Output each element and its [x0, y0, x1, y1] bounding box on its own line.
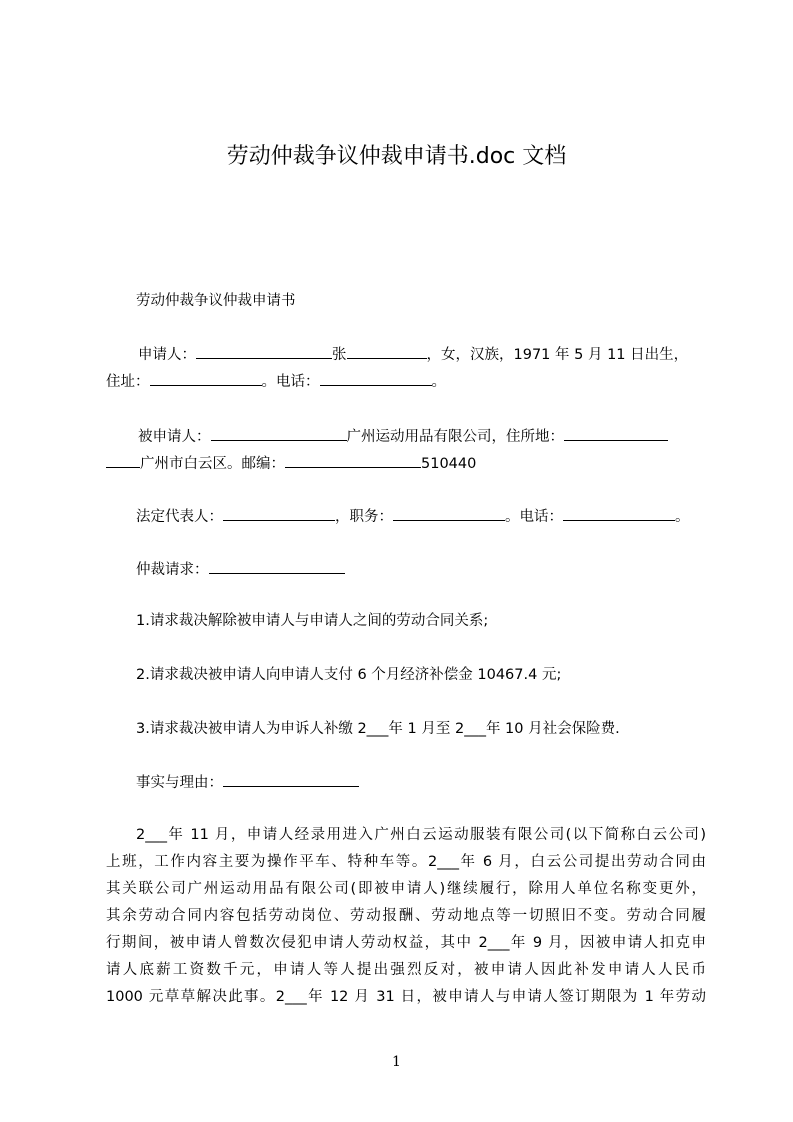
- claim-item: 3.请求裁决被申请人为申诉人补缴 2___年 1 月至 2___年 10 月社会保险费.: [136, 721, 620, 737]
- respondent-city: 广州市白云区。邮编：: [140, 456, 285, 472]
- city-blank: [106, 452, 140, 468]
- position-blank: [393, 505, 505, 521]
- facts-text-line: 其余劳动合同内容包括劳动岗位、劳动报酬、劳动地点等一切照旧不变。劳动合同履: [106, 908, 706, 924]
- facts-text-line: 请人底薪工资数千元，申请人等人提出强烈反对，被申请人因此补发申请人人民币: [106, 962, 706, 978]
- facts-text-line: 行期间，被申请人曾数次侵犯申请人劳动权益，其中 2___年 9 月，因被申请人扣克申: [106, 935, 706, 951]
- legal-rep-line: [136, 505, 690, 528]
- applicant-line: [138, 343, 688, 366]
- respondent-line: [138, 425, 668, 448]
- applicant-phone-blank: [320, 370, 432, 386]
- facts-text-line: 1000 元草草解决此事。2___年 12 月 31 日，被申请人与申请人签订期限为 1 年劳动: [106, 989, 706, 1005]
- applicant-name: 张: [332, 347, 347, 363]
- address-label: 住址：: [106, 374, 150, 390]
- applicant-address-line: [106, 370, 446, 393]
- facts-text-line: 其关联公司广州运动用品有限公司(即被申请人)继续履行，除用人单位名称变更外，: [106, 881, 706, 897]
- facts-heading: [136, 771, 359, 794]
- respondent-address-blank: [564, 425, 668, 441]
- legal-rep-phone-label: 。电话：: [505, 509, 563, 525]
- legal-rep-phone-blank: [563, 505, 675, 521]
- document-title: 劳动仲裁争议仲裁申请书.doc 文档: [226, 144, 567, 169]
- claims-label: 仲裁请求：: [136, 562, 209, 578]
- applicant-blank: [196, 343, 332, 359]
- respondent-blank: [211, 425, 347, 441]
- respondent-label: 被申请人：: [138, 429, 211, 445]
- legal-rep-position-label: ，职务：: [335, 509, 393, 525]
- respondent-postcode: 510440: [421, 456, 477, 472]
- facts-blank: [223, 771, 359, 787]
- claims-heading: [136, 558, 345, 581]
- legal-rep-label: 法定代表人：: [136, 509, 223, 525]
- address-blank: [150, 370, 262, 386]
- facts-text-line: 2___年 11 月，申请人经录用进入广州白云运动服装有限公司(以下简称白云公司): [136, 827, 706, 843]
- claim-item: 1.请求裁决解除被申请人与申请人之间的劳动合同关系;: [136, 613, 489, 629]
- postcode-blank: [285, 452, 421, 468]
- applicant-label: 申请人：: [138, 347, 196, 363]
- facts-label: 事实与理由：: [136, 775, 223, 791]
- respondent-city-line: [106, 452, 476, 475]
- subtitle: 劳动仲裁争议仲裁申请书: [136, 293, 296, 309]
- legal-rep-end: 。: [675, 509, 690, 525]
- applicant-name-blank: [347, 343, 427, 359]
- facts-text-line: 上班，工作内容主要为操作平车、特种车等。2___年 6 月，白云公司提出劳动合同由: [106, 854, 706, 870]
- page-number: 1: [392, 1054, 401, 1070]
- claim-item: 2.请求裁决被申请人向申请人支付 6 个月经济补偿金 10467.4 元;: [136, 667, 562, 683]
- applicant-details: ，女，汉族，1971 年 5 月 11 日出生，: [426, 347, 689, 363]
- applicant-end: 。: [431, 374, 446, 390]
- respondent-company: 广州运动用品有限公司，住所地：: [346, 429, 564, 445]
- legal-rep-blank: [223, 505, 335, 521]
- claims-blank: [209, 558, 345, 574]
- applicant-phone-label: 。电话：: [261, 374, 320, 390]
